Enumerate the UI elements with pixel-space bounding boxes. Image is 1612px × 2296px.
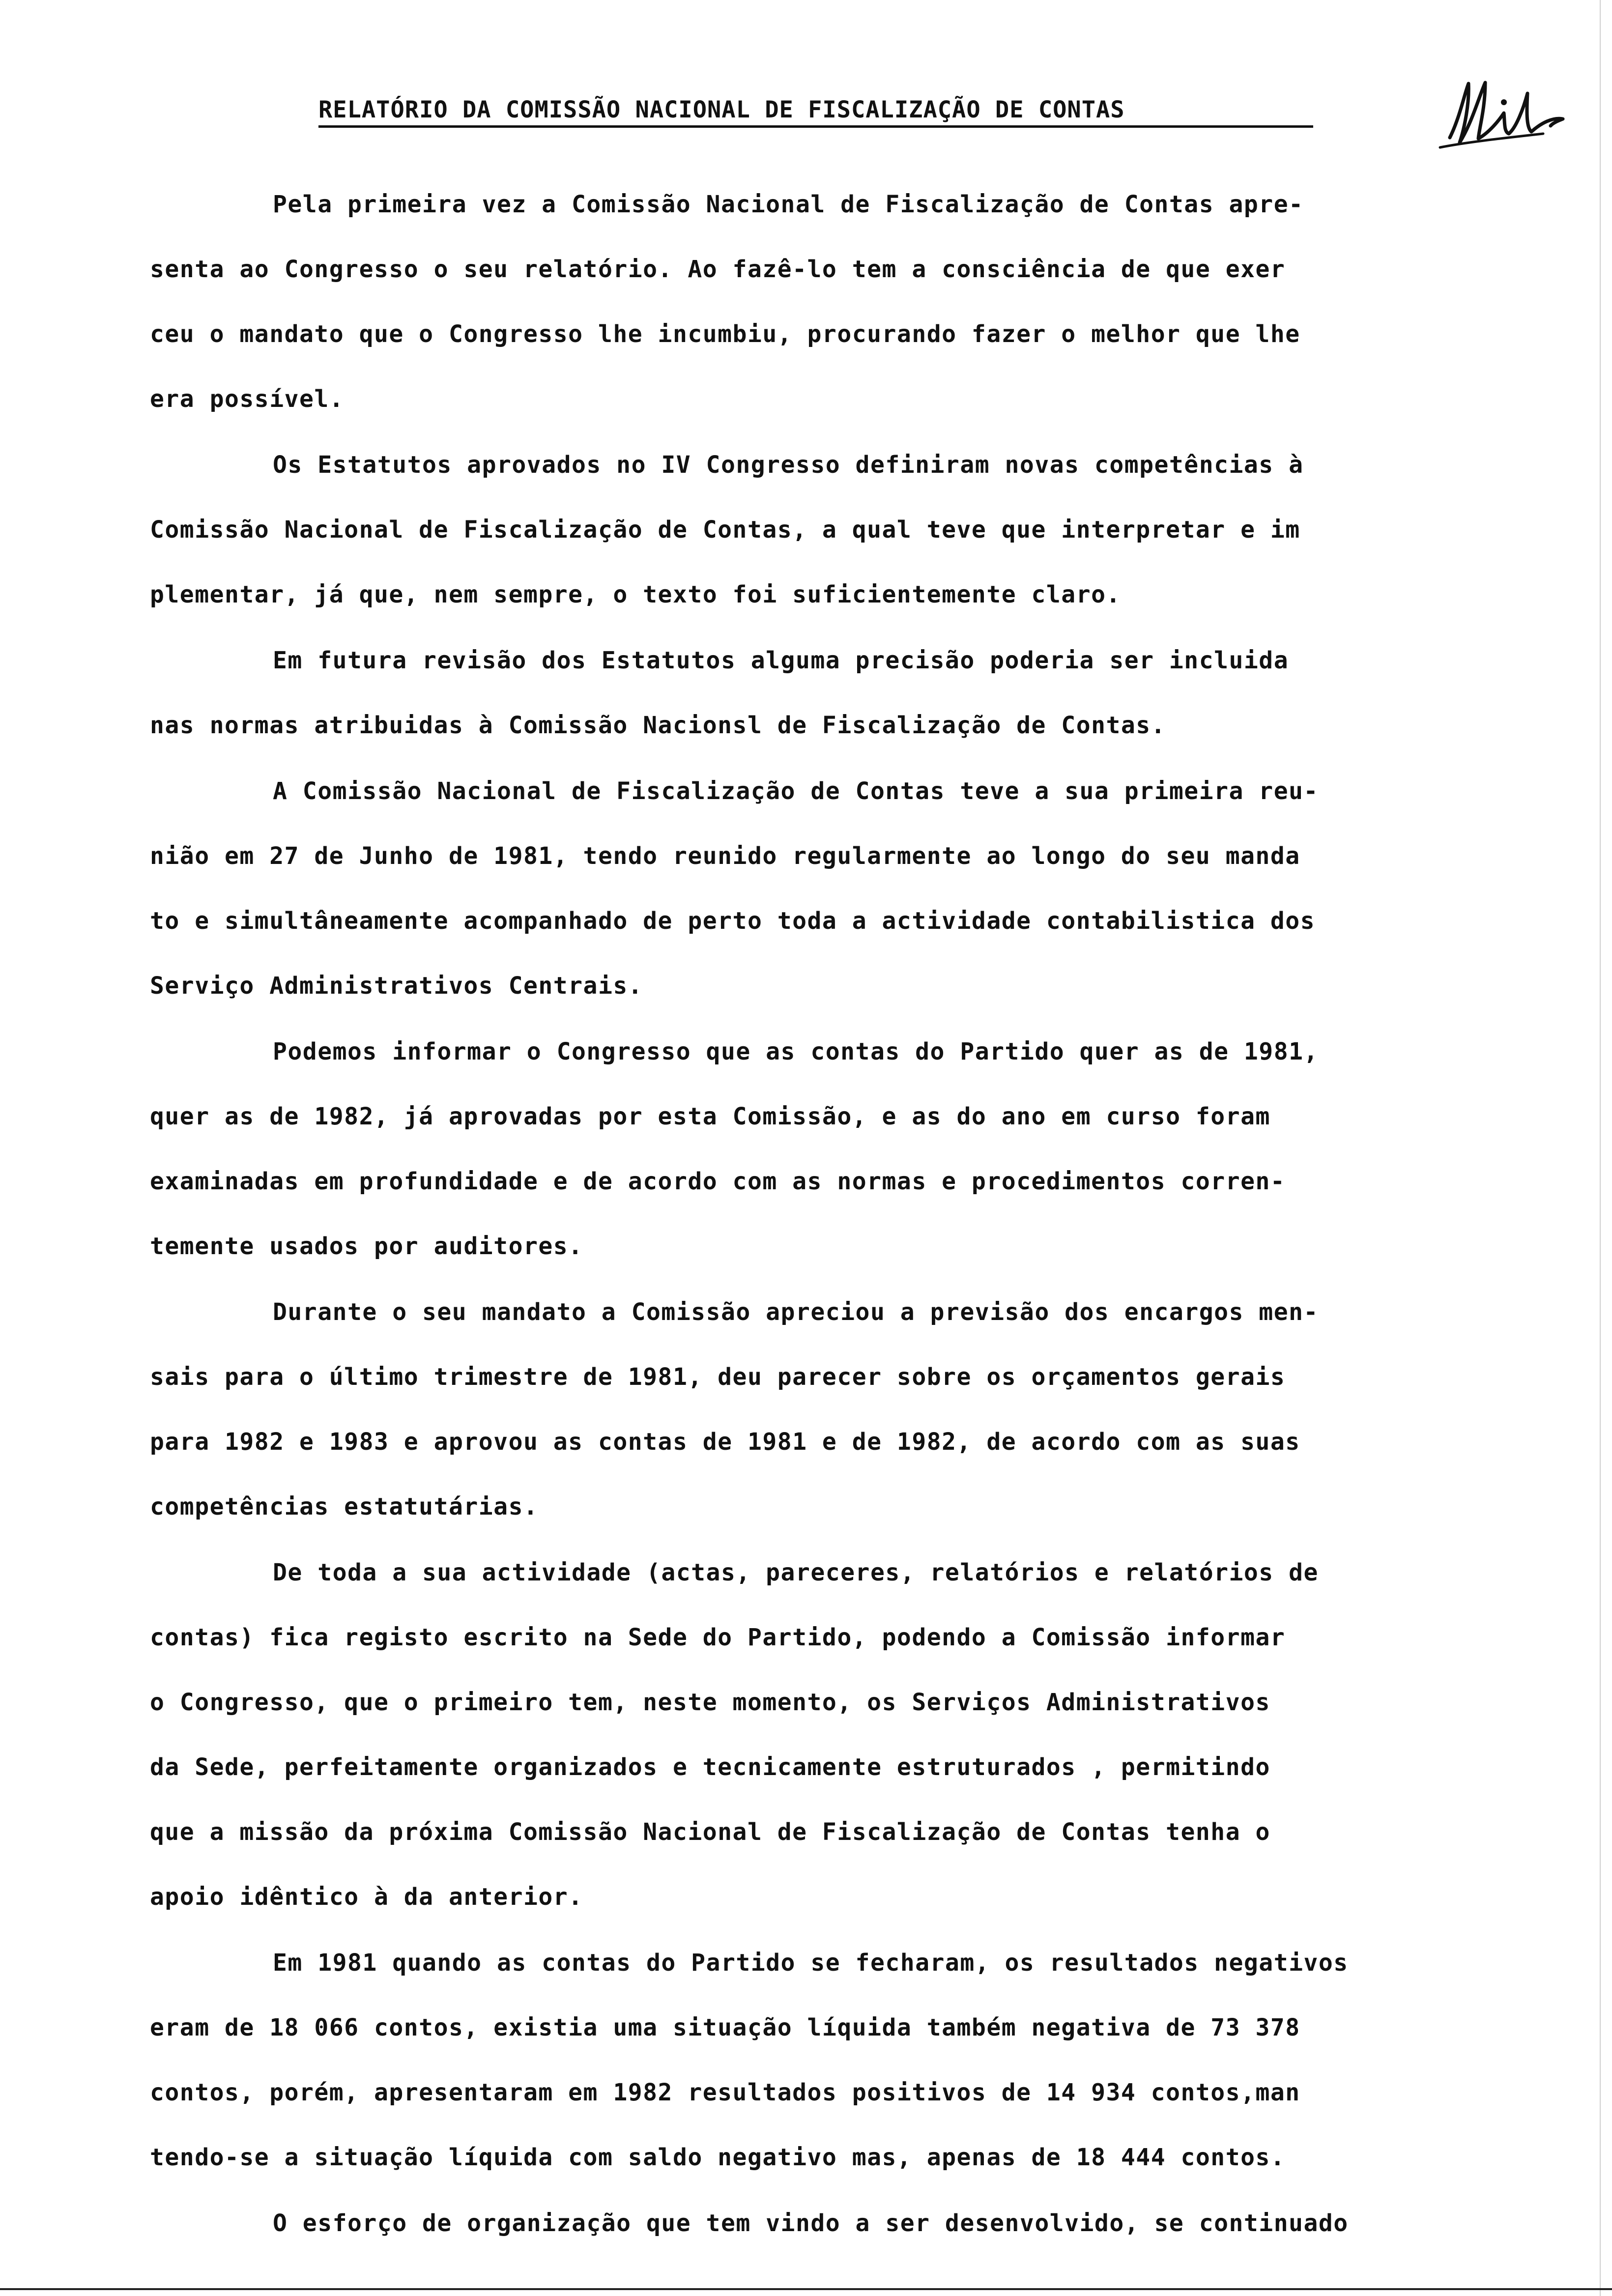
report-body [150,172,1524,2257]
text-line: Serviço Administrativos Centrais. [150,972,643,1000]
paragraph [150,172,1524,431]
text-line: nião em 27 de Junho de 1981, tendo reunido regularmente ao longo do seu manda [150,842,1300,870]
document-title: RELATÓRIO DA COMISSÃO NACIONAL DE FISCALIZAÇÃO DE CONTAS [318,96,1313,128]
text-line: contas) fica registo escrito na Sede do Partido, podendo a Comissão informar [150,1624,1286,1651]
text-line: Em 1981 quando as contas do Partido se fecharam, os resultados negativos [273,1949,1349,1977]
text-line: Pela primeira vez a Comissão Nacional de Fiscalização de Contas apre- [273,191,1304,218]
text-line: apoio idêntico à da anterior. [150,1883,583,1911]
paragraph [150,628,1524,758]
text-line: o Congresso, que o primeiro tem, neste momento, os Serviços Administrativos [150,1689,1270,1716]
text-line: plementar, já que, nem sempre, o texto foi suficientemente claro. [150,581,1121,608]
text-line: Os Estatutos aprovados no IV Congresso definiram novas competências à [273,451,1304,479]
text-line: Comissão Nacional de Fiscalização de Contas, a qual teve que interpretar e im [150,516,1300,544]
paragraph [150,759,1524,1018]
text-line: tendo-se a situação líquida com saldo negativo mas, apenas de 18 444 contos. [150,2144,1286,2171]
scan-edge-line [1600,0,1601,2296]
paragraph [150,432,1524,627]
text-line: senta ao Congresso o seu relatório. Ao fazê-lo tem a consciência de que exer [150,256,1286,283]
handwritten-signature [1430,74,1592,157]
text-line: era possível. [150,385,345,413]
text-line: nas normas atribuidas à Comissão Nacionsl de Fiscalização de Contas. [150,712,1166,739]
text-line: Em futura revisão dos Estatutos alguma precisão poderia ser incluida [273,647,1289,674]
paragraph [150,2191,1524,2256]
text-line: ceu o mandato que o Congresso lhe incumbiu, procurando fazer o melhor que lhe [150,320,1300,348]
text-line: para 1982 e 1983 e aprovou as contas de 1981 e de 1982, de acordo com as suas [150,1428,1300,1456]
text-line: examinadas em profundidade e de acordo com as normas e procedimentos corren- [150,1168,1286,1195]
text-line: eram de 18 066 contos, existia uma situação líquida também negativa de 73 378 [150,2014,1300,2041]
text-line: A Comissão Nacional de Fiscalização de Contas teve a sua primeira reu- [273,777,1319,805]
text-line: contos, porém, apresentaram em 1982 resultados positivos de 14 934 contos,man [150,2079,1300,2106]
text-line: quer as de 1982, já aprovadas por esta Comissão, e as do ano em curso foram [150,1103,1270,1130]
scan-bottom-edge [0,2288,1612,2290]
text-line: temente usados por auditores. [150,1233,583,1260]
text-line: competências estatutárias. [150,1493,539,1521]
paragraph [150,1019,1524,1279]
text-line: O esforço de organização que tem vindo a ser desenvolvido, se continuado [273,2210,1349,2237]
paragraph [150,1930,1524,2190]
text-line: Podemos informar o Congresso que as contas do Partido quer as de 1981, [273,1038,1319,1065]
text-line: da Sede, perfeitamente organizados e tecnicamente estruturados , permitindo [150,1753,1270,1781]
text-line: sais para o último trimestre de 1981, deu parecer sobre os orçamentos gerais [150,1363,1286,1391]
text-line: De toda a sua actividade (actas, pareceres, relatórios e relatórios de [273,1559,1319,1586]
text-line: que a missão da próxima Comissão Nacional de Fiscalização de Contas tenha o [150,1818,1270,1846]
paragraph [150,1540,1524,1929]
text-line: Durante o seu mandato a Comissão apreciou a previsão dos encargos men- [273,1298,1319,1326]
paragraph [150,1280,1524,1539]
text-line: to e simultâneamente acompanhado de perto toda a actividade contabilistica dos [150,907,1316,935]
